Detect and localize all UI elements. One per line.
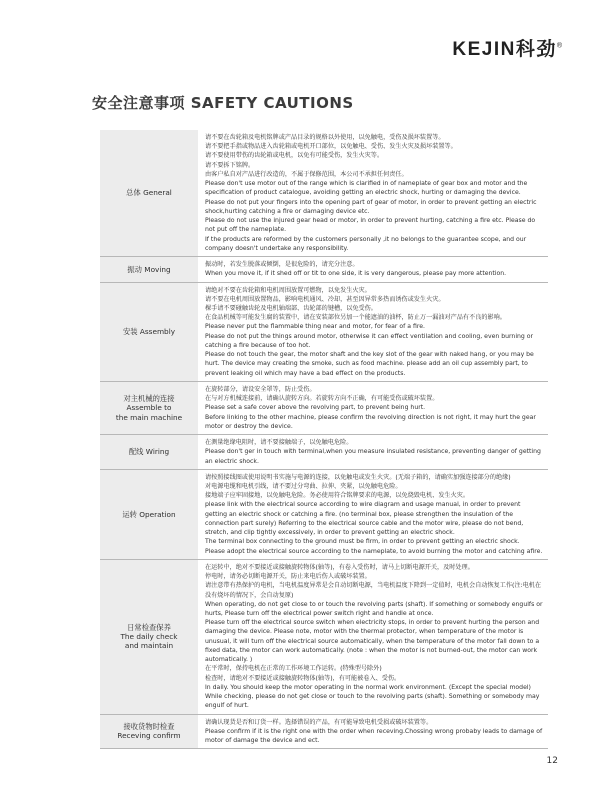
caution-text: 在运转中，绝对不要接近或接触旋转物体(轴等)，有卷入受伤时，请马上切断电源开关，及时处理。: [205, 563, 474, 571]
caution-text: Please do not touch the gear, the motor shaft and the key slot of the gear with naked hang, or you may be hurt. The device may creating the smoke, such as food machine. please add an oil cup assembly part, to prevent leaking oil which may have a bad effect on the products.: [205, 351, 534, 377]
caution-text: 在食品机械等可能发生腐的装置中，请在安装部位另加一个能遮油的油杯，防止万一漏油对产品有不良的影响。: [205, 314, 506, 322]
row-label: [100, 715, 198, 749]
row-label-line: 对主机械的连接: [123, 394, 175, 404]
row-label-line: 安装 Assembly: [122, 327, 176, 337]
page-title: 安全注意事项 SAFETY CAUTIONS: [92, 94, 354, 112]
row-label-line: 接收货物时检查: [123, 722, 175, 732]
page-number: 12: [546, 756, 558, 766]
row-content: [198, 470, 548, 559]
caution-text: The terminal box connecting to the ground must be firm, in order to prevent getting an electric shock.: [205, 538, 520, 546]
caution-text: 请按照接线图或使用说明书实施与电源的连接，以免触电或发生火灾。(无端子箱的，请确实加强连接部分的绝缘): [205, 473, 511, 481]
caution-row-receiving-confirm: [100, 715, 548, 750]
row-content: [198, 715, 548, 749]
row-label-line: 总体 General: [126, 188, 172, 198]
caution-row-moving: [100, 257, 548, 282]
caution-row-general: [100, 130, 548, 257]
row-label-line: 振动 Moving: [127, 264, 171, 274]
caution-row-main-machine: [100, 382, 548, 435]
row-content: [198, 382, 548, 434]
caution-text: When operating, do not get close to or touch the revolving parts (shaft). If something or somebody engulfs or hurts, Please turn off the electrical power switch right and handle at once.: [205, 600, 543, 618]
caution-text: Please turn off the electrical source switch when electricity stops, in order to prevent hurting the person and damaging the device. Please note, motor with the thermal protector, when temperature of the motor is unusual, it will turn off the electrical source automatically, when the temperature of the motor fall down to a fixed data, the motor can work automatically. (note : when the motor is not burned-out, the motor can work automatically. ): [205, 619, 540, 664]
caution-text: 在旋转部分，请设安全罩等，防止受伤。: [205, 385, 316, 393]
safety-cautions-table: [100, 130, 548, 749]
caution-text: 对电源电缆和电机引线，请不要过分弯曲、拉伸、夹紧，以免触电危险。: [205, 482, 402, 490]
caution-text: Please never put the flammable thing near and motor, for fear of a fire.: [205, 323, 425, 331]
registered-mark: ®: [556, 42, 562, 50]
caution-text: Please do not put the things around motor, otherwise it can effect ventilation and cooling, even burning or catching a fire because of too hot.: [205, 332, 534, 349]
caution-row-operation: [100, 470, 548, 560]
caution-text: 在平常时，保持电机在正常的工作环境工作运转。(特殊型号除外): [205, 665, 382, 673]
row-label: [100, 435, 198, 469]
caution-text: Please do not use the injured gear head or motor, in order to prevent hurting, catching a fire etc. Please do not put off the nameplate.: [205, 217, 536, 234]
caution-row-assembly: [100, 283, 548, 382]
row-label: [100, 257, 198, 281]
caution-text: 请注意带有热保护的电机，当电机温度异常是会自动切断电源，当电机温度下降到一定值时，电机会自动恢复工作(注:电机在没有烧坏的情况下，会自动复原): [205, 582, 542, 599]
caution-text: Please don't ger in touch with terminal,when you measure insulated resistance, preventing danger of getting an electric shock.: [205, 448, 541, 465]
caution-text: Please adopt the electrical source according to the nameplate, to avoid burning the motor and catching afire.: [205, 547, 543, 555]
row-label: [100, 560, 198, 714]
row-content: [198, 283, 548, 381]
row-label: [100, 470, 198, 559]
caution-text: 检查时，请绝对不要接近或接触旋转物体(轴等)，有可能被卷入、受伤。: [205, 674, 401, 682]
caution-text: 请确认现货是否和订货一样。选择错误的产品，有可能导致电机受损或破坏装置等。: [205, 718, 433, 726]
caution-text: please link with the electrical source according to wire diagram and usage manual, in order to prevent getting an electric shock or catching a fire. (no terminal box, please strengthen the insulation of the connection part surely) Referring to the electrical source cable and the motor wire, please do not bend, stretch, and clip tightly excessively, in order to prevent getting an electric shock.: [205, 501, 524, 537]
caution-text: Before linking to the other machine, please confirm the revolving direction is not right, it may hurt the gear motor or destroy the device.: [205, 413, 536, 430]
caution-text: In daily. You should keep the motor operating in the normal work environment. (Except the special model): [205, 683, 531, 691]
caution-text: 振动时，若发生脱落或倾倒，是很危险的，请充分注意。: [205, 261, 359, 269]
caution-row-wiring: [100, 435, 548, 470]
row-label-line: and maintain: [124, 641, 174, 651]
caution-text: If the products are reformed by the customers personally ,it no belongs to the guarantee scope, and our company doesn't undertake any responsibility.: [205, 235, 527, 252]
caution-text: 棵手请不要碰触齿轮及电机轴端部、齿轮部的键槽，以免受伤。: [205, 304, 377, 312]
row-content: [198, 560, 548, 714]
row-label: [100, 382, 198, 434]
caution-text: While checking, please do not get close or touch to the revolving parts (shaft). Something or somebody may engulf of hurt.: [205, 693, 540, 710]
row-label-line: The daily check: [120, 632, 178, 642]
caution-text: Please do not put your fingers into the opening part of gear of motor, in order to prevent getting an electric shock,hurting catching a fire or damaging device etc.: [205, 198, 537, 215]
row-content: [198, 130, 548, 256]
caution-text: 在与对方机械连接前，请确认旋转方向。若旋转方向不正确，有可能受伤或破坏装置。: [205, 395, 439, 403]
caution-text: 请不要拆下铭牌。: [205, 161, 255, 169]
caution-text: 请绝对不要在齿轮箱和电机周围放置可燃物，以免发生火灾。: [205, 286, 371, 294]
caution-text: 请不要在电机周围放置物品，影响电机通风、冷却，甚至因异常多热而诱伤或发生火灾。: [205, 295, 445, 303]
caution-text: 请不要使用带伤的齿轮箱或电机，以免有可能受伤，发生火灾等。: [205, 152, 384, 160]
row-label-line: Receving confirm: [117, 731, 181, 741]
brand-name: KEJIN科劲: [452, 39, 557, 60]
caution-text: When you move it, if it shed off or tit to one side, it is very dangerous, please pay more attention.: [205, 270, 507, 278]
caution-text: Please confirm if it is the right one with the order when receving.Chossing wrong probaby leads to damage of motor of damage the device and ect.: [205, 727, 543, 745]
caution-text: Please set a safe cover above the revolving part, to prevent being hurt.: [205, 404, 426, 412]
brand-logo: [452, 34, 562, 61]
caution-text: 由客户私自对产品进行改造的，不属于保修范围，本公司不承担任何责任。: [205, 170, 408, 178]
row-label-line: 日常检查保养: [127, 623, 171, 633]
row-content: [198, 257, 548, 281]
caution-text: Please don't use motor out of the range which is clarified in of nameplate of gear box and motor and the specification of product catalogue, avoiding getting an electric shock, hurting or damaging the device.: [205, 180, 528, 197]
row-content: [198, 435, 548, 469]
caution-row-daily-check: [100, 560, 548, 715]
row-label-line: 配线 Wiring: [128, 447, 170, 457]
row-label-line: 运转 Operation: [122, 509, 176, 519]
caution-text: 在测量绝缘电阻时，请不要接触端子，以免触电危险。: [205, 439, 353, 447]
caution-text: 请不要把手指或物品进入齿轮箱或电机开口部位，以免触电、受伤、发生火灾及损坏装置等。: [205, 143, 457, 151]
caution-text: 请不要在齿轮箱及电机铭牌或产品目录的规格以外使用，以免触电，受伤及损坏装置等。: [205, 134, 445, 141]
caution-text: 接地端子应牢固接地，以免触电危险。务必使用符合铭牌要求的电源，以免烧毁电机、发生火灾。: [205, 492, 470, 500]
row-label-line: Assemble to: [126, 403, 172, 413]
row-label: [100, 130, 198, 256]
row-label: [100, 283, 198, 381]
caution-text: 停电时，请务必切断电源开关，防止来电后伤人或破坏装置。: [205, 573, 371, 581]
row-label-line: the main machine: [115, 412, 183, 422]
